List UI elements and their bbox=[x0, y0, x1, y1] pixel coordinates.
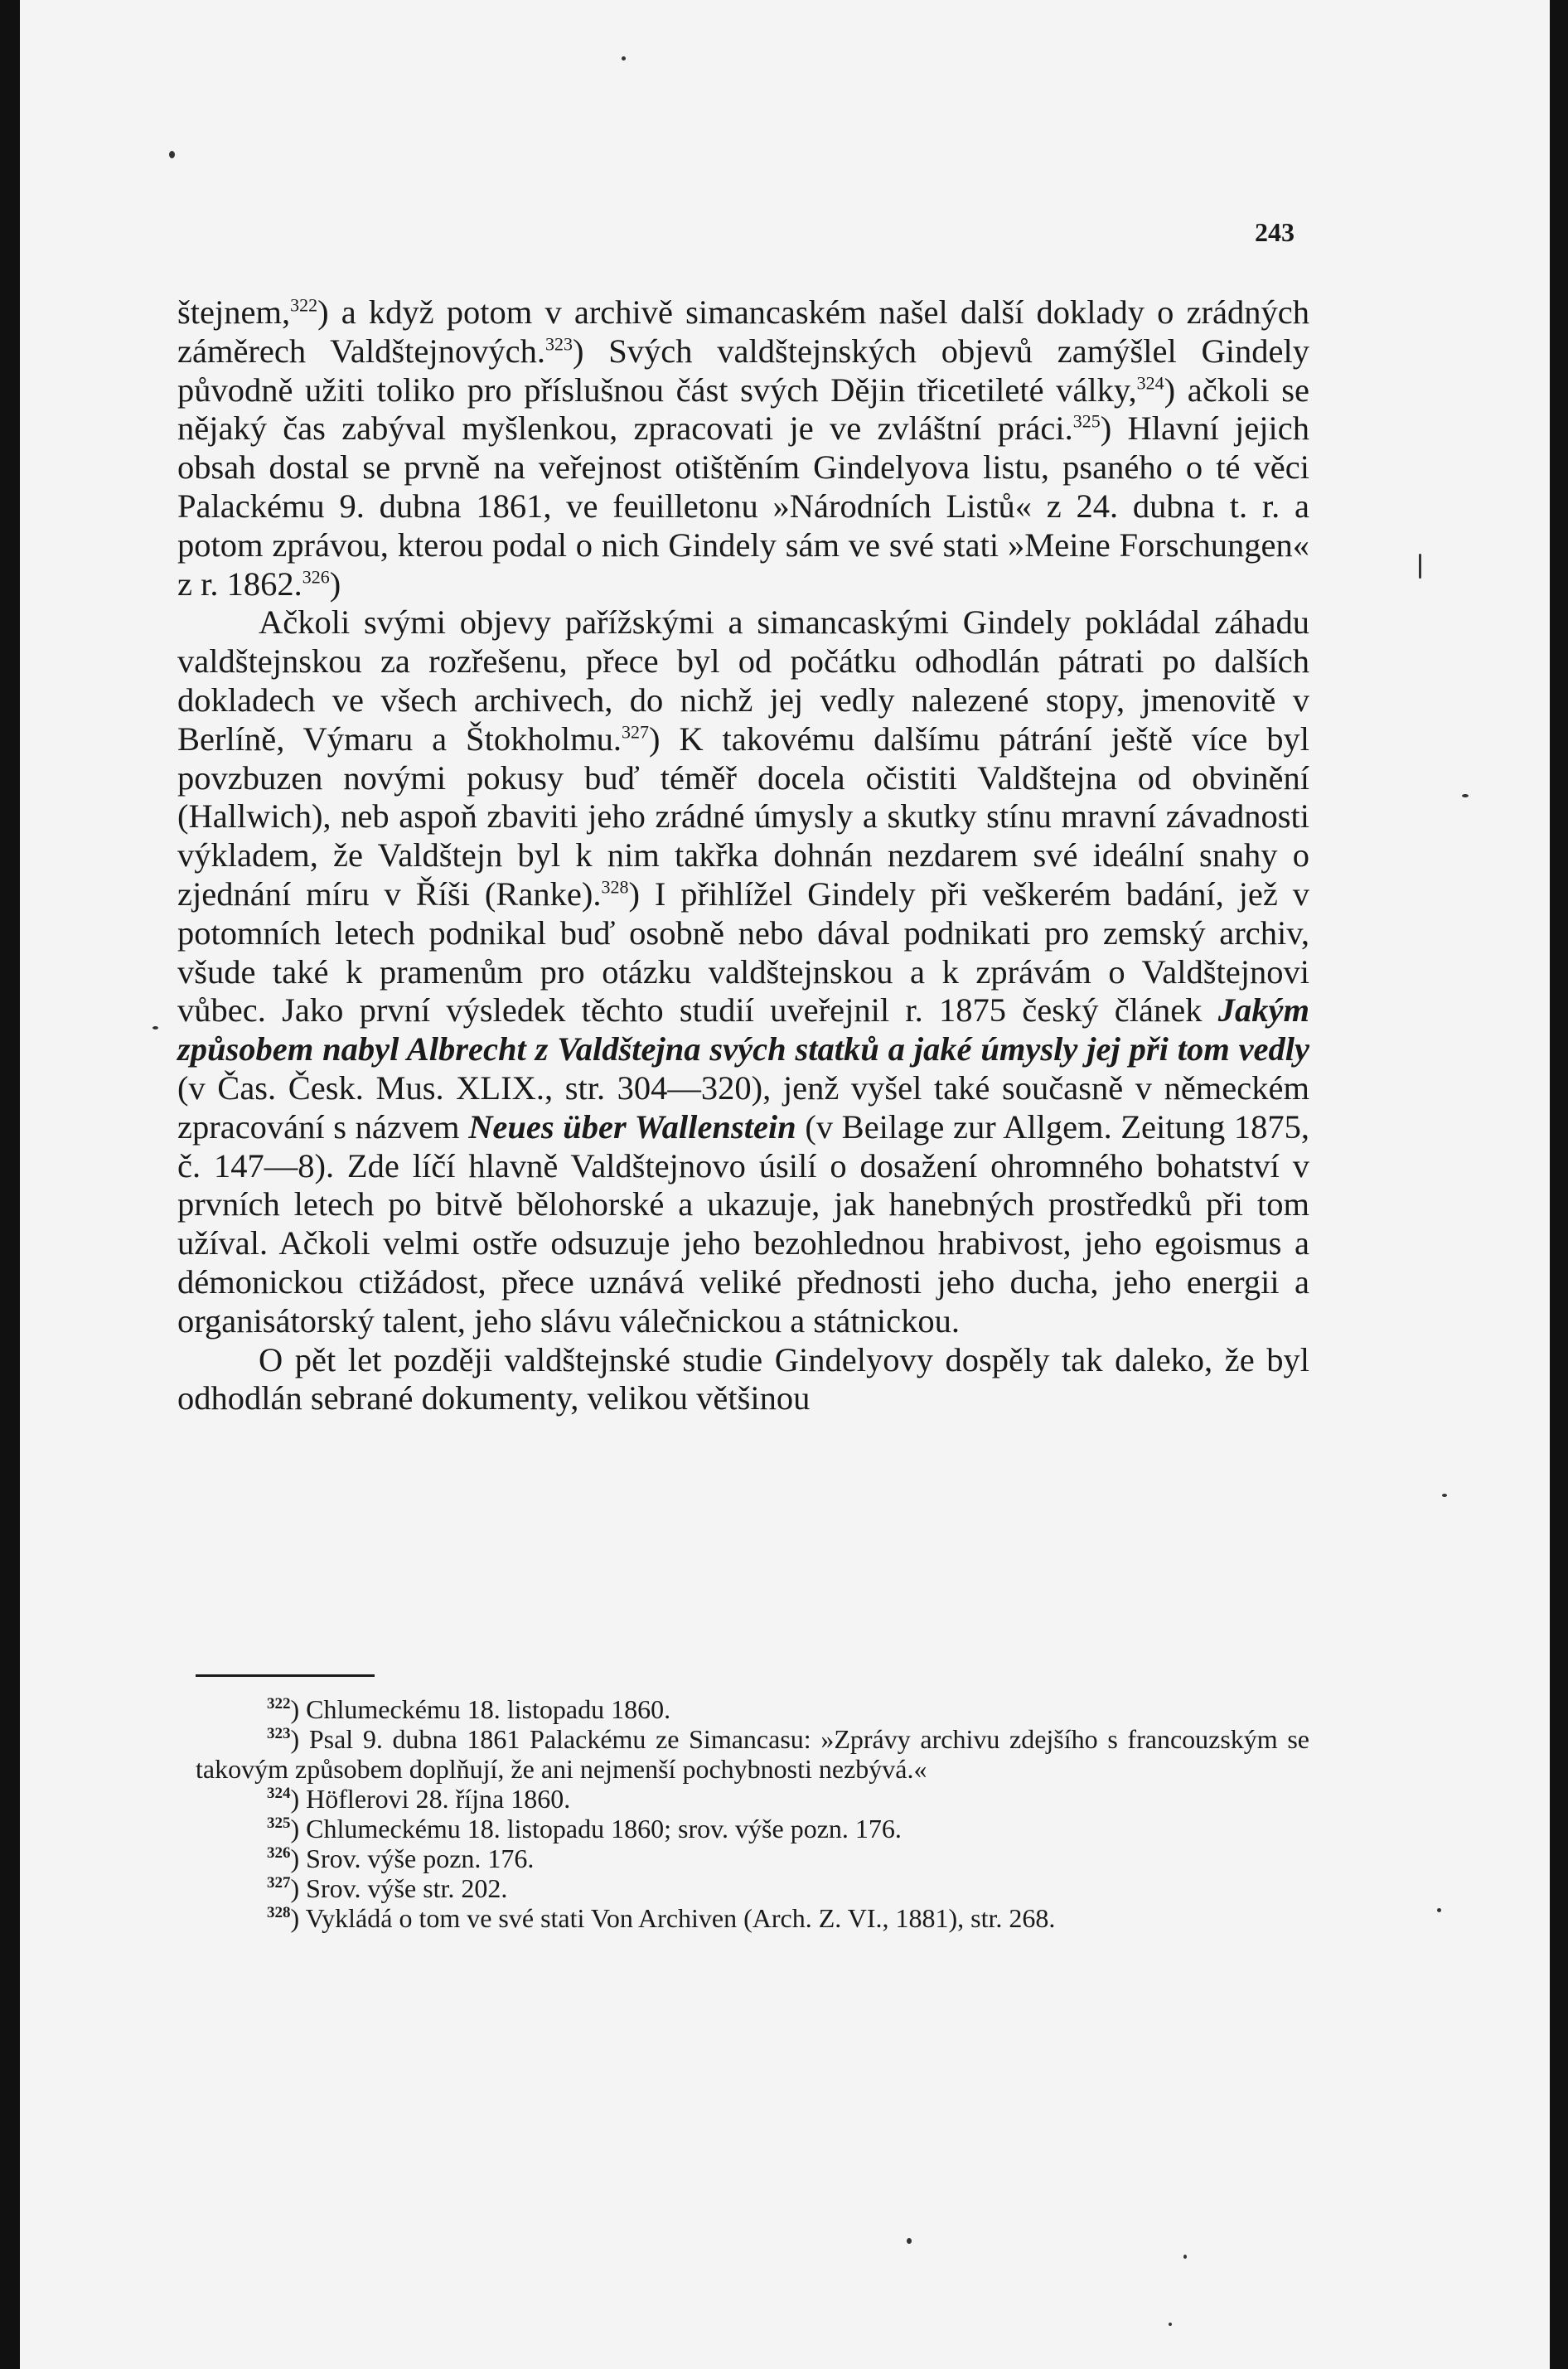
footnote-ref: 323 bbox=[545, 333, 573, 355]
footnote-text: Psal 9. dubna 1861 Palackému ze Simancasu: »Zprávy archivu zdejšího s francouzským se takovým způsobem doplňují, že ani nejmenší pochybnosti nezbývá.« bbox=[196, 1724, 1310, 1784]
footnote: $^{322}$) Chlumeckému 18. listopadu 1860. bbox=[267, 1694, 671, 1724]
footnote-number: 327 bbox=[267, 1874, 291, 1892]
footnote-number: 323 bbox=[267, 1725, 291, 1743]
page-number: 243 bbox=[1255, 217, 1295, 247]
scan-speck bbox=[1183, 2255, 1187, 2259]
footnote-text: Srov. výše pozn. 176. bbox=[306, 1843, 535, 1873]
scanned-page bbox=[20, 0, 1550, 2369]
footnote: $^{325}$) Chlumeckému 18. listopadu 1860; srov. výše pozn. 176. bbox=[267, 1814, 902, 1843]
paragraph bbox=[177, 603, 1309, 1340]
footnote: $^{327}$) Srov. výše str. 202. bbox=[267, 1873, 508, 1903]
scan-speck bbox=[152, 1026, 158, 1029]
text-run: (v Čas. Česk. Mus. XLIX., str. 304—320), jenž vyšel také současně v německém zpracování s názvem bbox=[177, 1068, 1309, 1146]
footnote-number: 326 bbox=[267, 1844, 291, 1863]
italic-title: Jakým způsobem nabyl Albrecht z Valdštejna svých statků a jaké úmysly jej při tom vedly bbox=[177, 991, 1309, 1068]
footnote-number: 325 bbox=[267, 1814, 291, 1833]
footnote: $^{323}$) Psal 9. dubna 1861 Palackému ze Simancasu: »Zprávy archivu zdejšího s francouzským se takovým způsobem doplňují, že ani nejmenší pochybnosti nezbývá.« bbox=[196, 1724, 1310, 1784]
footnote-number: 328 bbox=[267, 1904, 291, 1922]
footnote: $^{326}$) Srov. výše pozn. 176. bbox=[267, 1843, 535, 1873]
paragraph bbox=[177, 293, 1309, 603]
text-run: ) I přihlížel Gindely při veškerém badání, jež v potomních letech podnikal buď osobně nebo dával podnikati pro zemský archiv, všude také k pramenům pro otázku valdštejnskou a k zprávám o Valdštejnovi vůbec. Jako první výsledek těchto studií uveřejnil r. 1875 český článek bbox=[177, 874, 1309, 1029]
scan-speck bbox=[1462, 794, 1469, 797]
footnote-text: Srov. výše str. 202. bbox=[306, 1873, 508, 1903]
footnote: $^{324}$) Höflerovi 28. října 1860. bbox=[267, 1784, 571, 1814]
text-run: ) bbox=[329, 564, 341, 603]
text-run: štejnem, bbox=[177, 293, 291, 331]
text-run: ) Svých valdštejnských objevů zamýšlel Gindely původně užiti toliko pro příslušnou část svých Dějin třicetileté války, bbox=[177, 332, 1309, 409]
text-run: ) Hlavní jejich obsah dostal se prvně na veřejnost otištěním Gindelyova listu, psaného o té věci Palackému 9. dubna 1861, ve feuilletonu »Národních Listů« z 24. dubna t. r. a potom zprávou, kterou podal o nich Gindely sám ve své stati »Meine Forschungen« z r. 1862. bbox=[177, 409, 1309, 603]
scan-speck bbox=[622, 56, 626, 61]
scan-speck bbox=[169, 151, 175, 158]
scan-speck bbox=[1437, 1908, 1441, 1912]
scan-speck bbox=[1442, 1494, 1447, 1497]
footnotes bbox=[196, 1694, 1309, 1933]
text-run: ) K takovému dalšímu pátrání ještě více byl povzbuzen novými pokusy buď téměř docela očistiti Valdštejna od obvinění (Hallwich), neb aspoň zbaviti jeho zrádné úmysly a skutky stínu mravní závadnosti výkladem, že Valdštejn byl k nim takřka dohnán nezdarem své ideální snahy o zjednání míru v Říši (Ranke). bbox=[177, 719, 1309, 913]
paragraph bbox=[177, 1341, 1309, 1419]
text-run: Ačkoli svými objevy pařížskými a simancaskými Gindely pokládal záhadu valdštejnskou za rozřešenu, přece byl od počátku odhodlán pátrati po dalších dokladech ve všech archivech, do nichž jej vedly nalezené stopy, jmenovitě v Berlíně, Výmaru a Štokholmu. bbox=[177, 603, 1309, 758]
footnote-ref: 324 bbox=[1136, 372, 1164, 394]
scan-speck bbox=[1419, 554, 1421, 579]
footnote-separator bbox=[196, 1674, 375, 1677]
body-text bbox=[177, 293, 1309, 1418]
footnote-ref: 326 bbox=[302, 566, 330, 588]
scan-speck bbox=[907, 2238, 912, 2244]
footnote: $^{328}$) Vykládá o tom ve své stati Von Archiven (Arch. Z. VI., 1881), str. 268. bbox=[267, 1903, 1056, 1933]
footnote-ref: 325 bbox=[1072, 410, 1101, 432]
footnote-ref: 322 bbox=[290, 294, 318, 316]
scan-speck bbox=[1169, 2323, 1172, 2326]
footnote-ref: 328 bbox=[601, 876, 629, 898]
footnote-text: Chlumeckému 18. listopadu 1860. bbox=[306, 1694, 671, 1724]
footnote-text: Vykládá o tom ve své stati Von Archiven (Arch. Z. VI., 1881), str. 268. bbox=[305, 1903, 1056, 1933]
italic-title: Neues über Wallenstein bbox=[468, 1107, 796, 1146]
footnote-text: Höflerovi 28. října 1860. bbox=[306, 1784, 571, 1814]
footnote-number: 324 bbox=[267, 1785, 291, 1803]
text-run: ) ačkoli se nějaký čas zabýval myšlenkou, zpracovati je ve zvláštní práci. bbox=[177, 371, 1309, 448]
text-run: O pět let později valdštejnské studie Gindelyovy dospěly tak daleko, že byl odhodlán sebrané dokumenty, velikou většinou bbox=[177, 1340, 1309, 1417]
footnote-text: Chlumeckému 18. listopadu 1860; srov. výše pozn. 176. bbox=[306, 1814, 902, 1843]
footnote-number: 322 bbox=[267, 1695, 291, 1713]
text-run: ) a když potom v archivě simancaském našel další doklady o zrádných záměrech Valdštejnových. bbox=[177, 293, 1309, 370]
text-run: (v Beilage zur Allgem. Zeitung 1875, č. 147—8). Zde líčí hlavně Valdštejnovo úsilí o dosažení ohromného bohatství v prvních letech po bitvě bělohorské a ukazuje, jak hanebných prostředků při tom užíval. Ačkoli velmi ostře odsuzuje jeho bezohlednou hrabivost, jeho egoismus a démonickou ctižádost, přece uznává veliké přednosti jeho ducha, jeho energii a organisátorský talent, jeho slávu válečnickou a státnickou. bbox=[177, 1107, 1310, 1340]
footnote-ref: 327 bbox=[621, 721, 649, 743]
